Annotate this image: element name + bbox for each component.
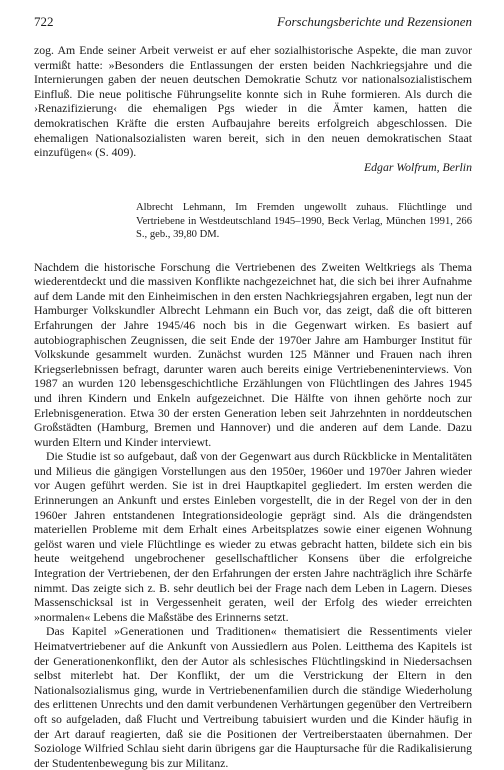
section-title: Forschungsberichte und Rezensionen: [277, 14, 472, 29]
review-body: [34, 260, 472, 770]
page-number: 722: [34, 14, 54, 29]
document-page: [34, 14, 472, 770]
previous-review: [34, 43, 472, 174]
body-paragraph-3: Das Kapitel »Generationen und Traditionen« thematisiert die Ressentiments vieler Heimatvertriebener auf die Ankunft von Aussiedlern aus Polen. Leitthema des Kapitels ist der Generationenkonflikt, den der Autor als schlesisches Flüchtlingskind in Niedersachsen selbst miterlebt hat. Der Konflikt, der um die Verstrickung der Eltern in den Nationalsozialismus ging, wurde in Vertriebenenfamilien durch die ständige Wiederholung des erlittenen Unrechts und den damit verbundenen Verhärtungen gegenüber den Vertreibern oft so aufgeladen, daß Flucht und Vertreibung tabuisiert wurden und die Kinder häufig in der Art darauf reagierten, daß sie die Positionen der Vertreiberstaaten übernahmen. Der Soziologe Wilfried Schlau sieht darin übrigens gar die Hauptursache für die Radikalisierung der Studentenbewegung bis zur Militanz.: [34, 624, 472, 770]
body-paragraph-1: Nachdem die historische Forschung die Vertriebenen des Zweiten Weltkriegs als Thema wiederentdeckt und die massiven Konflikte nachgezeichnet hat, die sich bei ihrer Aufnahme auf dem Lande mit den Einheimischen in den ersten Nachkriegsjahren ergaben, legt nun der Hamburger Volkskundler Albrecht Lehmann ein Buch vor, das zeigt, daß die oft bitteren Erfahrungen der Jahre 1945/46 noch bis in die Gegenwart wirken. Es basiert auf autobiographischen Zeugnissen, die seit Ende der 1970er Jahre am Hamburger Institut für Volkskunde gesammelt wurden. Zunächst wurden 125 Männer und Frauen nach ihren Kriegserlebnissen befragt, darunter waren auch bereits einige Vertriebeneninterviews. Von 1987 an wurden 120 lebensgeschichtliche Erzählungen von Flüchtlingen des Jahres 1945 und ihren Kindern und Enkeln aufgezeichnet. Die Hälfte von ihnen gehörte noch zur Erlebnisgeneration. Etwa 30 der ersten Generation leben seit Jahrzehnten in norddeutschen Großstädten (Hamburg, Bremen und Hannover) und die anderen auf dem Lande. Dazu wurden Eltern und Kinder interviewt.: [34, 259, 472, 449]
previous-review-text: zog. Am Ende seiner Arbeit verweist er auf eher sozialhistorische Aspekte, die man zuvor vermißt hatte: »Besonders die Entlassungen der ersten beiden Nachkriegsjahre und die Internierungen gaben der neuen deutschen Demokratie Schutz vor nationalsozialistischem Einfluß. Die neue politische Führungselite konnte sich in Ruhe formieren. Als durch die ›Renazifizierung‹ die ehemaligen Pgs wieder in die Ämter kamen, hatten die demokratischen Kräfte die ersten Aufbaujahre bereits erfolgreich abgeschlossen. Die ehemaligen Nationalsozialisten waren bereit, sich in den neuen demokratischen Staat einzufügen« (S. 409).: [34, 43, 472, 160]
review-citation: Albrecht Lehmann, Im Fremden ungewollt zuhaus. Flüchtlinge und Vertriebene in Westdeutschland 1945–1990, Beck Verlag, München 1991, 266 S., geb., 39,80 DM.: [136, 202, 472, 241]
body-paragraph-2: Die Studie ist so aufgebaut, daß von der Gegenwart aus durch Rückblicke in Mentalitäten und Milieus die gängigen Vorstellungen aus den 1950er, 1960er und 1970er Jahren wieder vor Augen geführt werden. Sie ist in drei Hauptkapitel gegliedert. Im ersten werden die Erinnerungen an Ankunft und erstes Einleben vorgestellt, die in der Regel von der in den 1960er Jahren entstandenen Integrationsideologie geprägt sind. Als die drängendsten materiellen Probleme mit dem Erhalt eines Arbeitsplatzes sowie einer eigenen Wohnung gelöst waren und viele Flüchtlinge es wieder zu etwas gebracht hatten, bildete sich ein bis heute weitgehend ungebrochener gesellschaftlicher Konsens über die erfolgreiche Integration der Vertriebenen, der den Erfahrungen der ersten Jahre nachträglich ihre Schärfe nimmt. Das zeigte sich z. B. sehr deutlich bei der Frage nach dem Leben in Lagern. Dieses Massenschicksal ist in Vergessenheit geraten, weil der Erfolg des wieder erreichten »normalen« Lebens die Maßstäbe des Erinnerns setzt.: [34, 449, 472, 624]
review-author: Edgar Wolfrum, Berlin: [363, 159, 472, 174]
page-header: [34, 14, 472, 30]
